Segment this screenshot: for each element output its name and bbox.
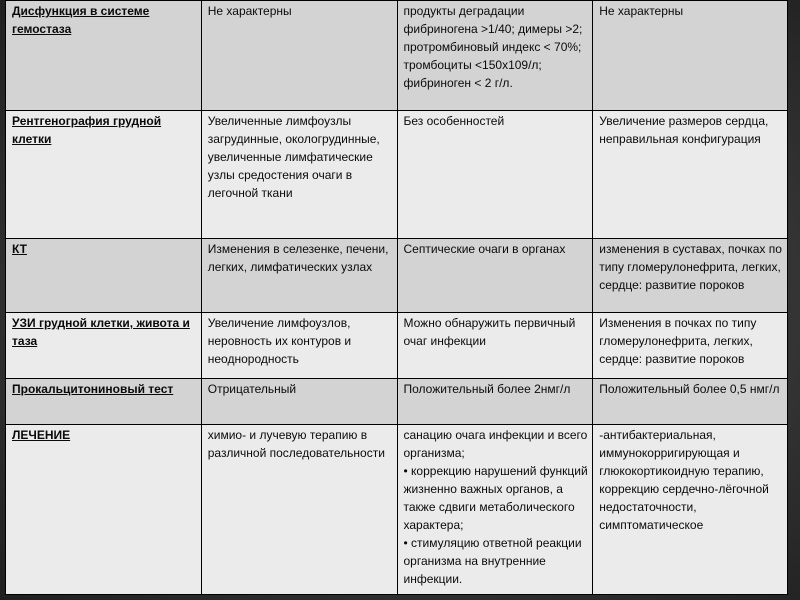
cell-text: Увеличение лимфоузлов, неровность их контуров и неоднородность	[207, 316, 352, 366]
table-cell	[593, 379, 788, 425]
row-label: Прокальцитониновый тест	[12, 382, 174, 396]
cell-text: Не характерны	[599, 4, 684, 18]
row-label: Рентгенография грудной клетки	[12, 114, 162, 146]
row-label-cell	[6, 379, 202, 425]
table-cell	[397, 1, 593, 111]
cell-text: Можно обнаружить первичный очаг инфекции	[403, 316, 576, 348]
table-cell	[397, 111, 593, 239]
bullet-item: • стимуляцию ответной реакции организма на внутренние инфекции.	[403, 536, 582, 586]
table-cell	[593, 1, 788, 111]
cell-text: Септические очаги в органах	[403, 242, 566, 256]
table-cell	[397, 313, 593, 379]
bullet-item: • коррекцию нарушений функций жизненно важных органов, а также сдвиги метаболического характера;	[403, 464, 588, 532]
row-label-cell	[6, 111, 202, 239]
cell-text: Не характерны	[207, 4, 292, 18]
cell-text: Изменения в селезенке, печени, легких, лимфатических узлах	[207, 242, 389, 274]
row-label-cell	[6, 313, 202, 379]
row-label: КТ	[12, 242, 27, 256]
cell-text: санацию очага инфекции и всего организма;	[403, 428, 588, 460]
row-label-cell	[6, 425, 202, 595]
table-cell	[201, 379, 397, 425]
table-cell	[593, 313, 788, 379]
table-cell	[201, 425, 397, 595]
table-row	[6, 239, 788, 313]
table-row	[6, 379, 788, 425]
cell-text: продукты деградации фибриногена >1/40; димеры >2; протромбиновый индекс < 70%; тромбоциты <150х109/л; фибриноген < 2 г/л.	[403, 4, 583, 90]
row-label: Дисфункция в системе гемостаза	[12, 4, 150, 36]
cell-text: Без особенностей	[403, 114, 505, 128]
cell-text: Увеличенные лимфоузлы загрудинные, окологрудинные, увеличенные лимфатические узлы средостения очаги в легочной ткани	[207, 114, 380, 200]
cell-text: Положительный более 0,5 нмг/л	[599, 382, 780, 396]
table-cell	[593, 239, 788, 313]
table-cell	[397, 239, 593, 313]
cell-text: изменения в суставах, почках по типу гломерулонефрита, легких, сердце: развитие пороков	[599, 242, 782, 292]
row-label: УЗИ грудной клетки, живота и таза	[12, 316, 190, 348]
cell-text: Отрицательный	[207, 382, 297, 396]
table-cell	[397, 425, 593, 595]
table-cell	[201, 239, 397, 313]
table-row	[6, 313, 788, 379]
cell-text: -антибактериальная, иммунокорригирующая и глюкокортикоидную терапию, коррекцию сердечно-лёгочной недостаточности, симптоматическое	[599, 428, 769, 532]
table-cell	[201, 313, 397, 379]
table-cell	[593, 425, 788, 595]
table-cell	[397, 379, 593, 425]
table-cell	[201, 111, 397, 239]
table-row	[6, 425, 788, 595]
table-cell	[201, 1, 397, 111]
table-cell	[593, 111, 788, 239]
cell-text: Положительный более 2нмг/л	[403, 382, 571, 396]
row-label: ЛЕЧЕНИЕ	[12, 428, 71, 442]
table-row	[6, 1, 788, 111]
comparison-table	[5, 0, 788, 595]
cell-text: химио- и лучевую терапию в различной последовательности	[207, 428, 385, 460]
table-row	[6, 111, 788, 239]
cell-text: Изменения в почках по типу гломерулонефрита, легких, сердце: развитие пороков	[599, 316, 757, 366]
row-label-cell	[6, 239, 202, 313]
row-label-cell	[6, 1, 202, 111]
cell-text: Увеличение размеров сердца, неправильная конфигурация	[599, 114, 769, 146]
